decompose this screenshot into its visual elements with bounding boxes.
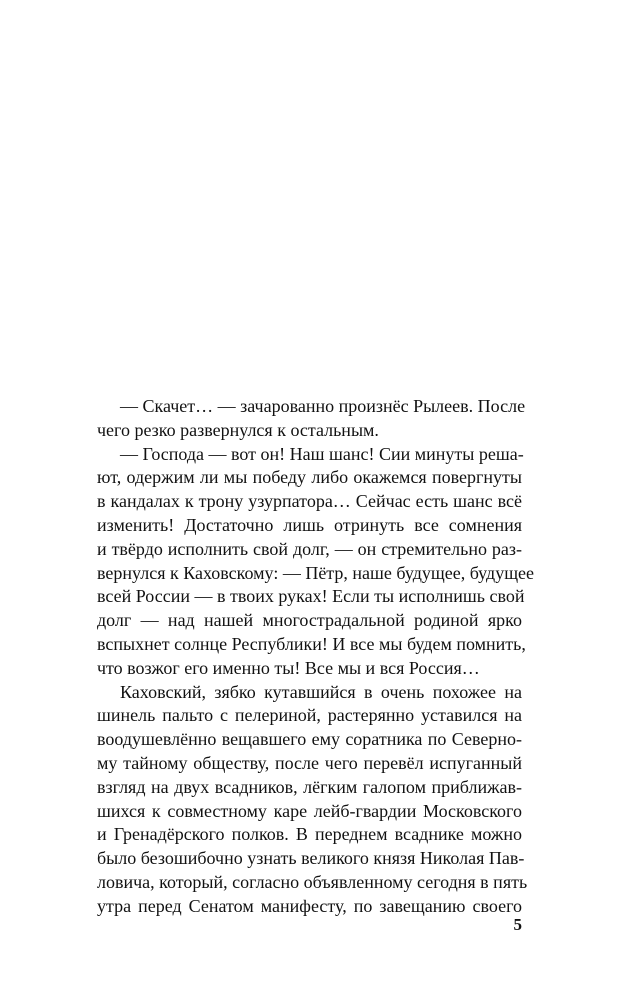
text-line: чего резко развернулся к остальным. bbox=[97, 419, 379, 440]
page-number: 5 bbox=[513, 915, 522, 934]
text-line: долг — над нашей многострадальной родиной ярко bbox=[97, 610, 522, 631]
text-line: взгляд на двух всадников, лёгким галопом приближав- bbox=[97, 776, 522, 797]
text-line: шинель пальто с пелериной, растерянно уставился на bbox=[97, 705, 522, 726]
text-line: воодушевлённо вещавшего ему соратника по Северно- bbox=[97, 729, 522, 750]
body-text bbox=[97, 395, 535, 919]
text-line: всей России — в твоих руках! Если ты исполнишь свой bbox=[97, 586, 525, 607]
text-line: было безошибочно узнать великого князя Николая Пав- bbox=[97, 848, 525, 869]
text-line: — Господа — вот он! Наш шанс! Сии минуты реша- bbox=[120, 443, 524, 464]
text-line: в кандалах к трону узурпатора… Сейчас есть шанс всё bbox=[97, 491, 522, 512]
text-line: му тайному обществу, после чего перевёл испуганный bbox=[97, 752, 522, 773]
text-line: ловича, который, согласно объявленному сегодня в пять bbox=[97, 871, 528, 892]
text-line: ют, одержим ли мы победу либо окажемся повергнуты bbox=[97, 467, 522, 488]
text-line: изменить! Достаточно лишь отринуть все сомнения bbox=[97, 514, 522, 535]
text-line: утра перед Сенатом манифесту, по завещанию своего bbox=[97, 895, 522, 916]
text-line: вспыхнет солнце Республики! И все мы будем помнить, bbox=[97, 633, 526, 654]
text-line: — Скачет… — зачарованно произнёс Рылеев. После bbox=[120, 396, 526, 416]
text-line: Каховский, зябко кутавшийся в очень похожее на bbox=[120, 681, 522, 702]
text-line: и твёрдо исполнить свой долг, — он стремительно раз- bbox=[97, 538, 522, 559]
text-line: вернулся к Каховскому: — Пётр, наше будущее, будущее bbox=[97, 562, 535, 583]
text-line: и Гренадёрского полков. В переднем всаднике можно bbox=[97, 824, 522, 845]
text-line: что возжог его именно ты! Все мы и вся Россия… bbox=[97, 657, 480, 678]
text-line: шихся к совместному каре лейб-гвардии Московского bbox=[97, 800, 522, 821]
